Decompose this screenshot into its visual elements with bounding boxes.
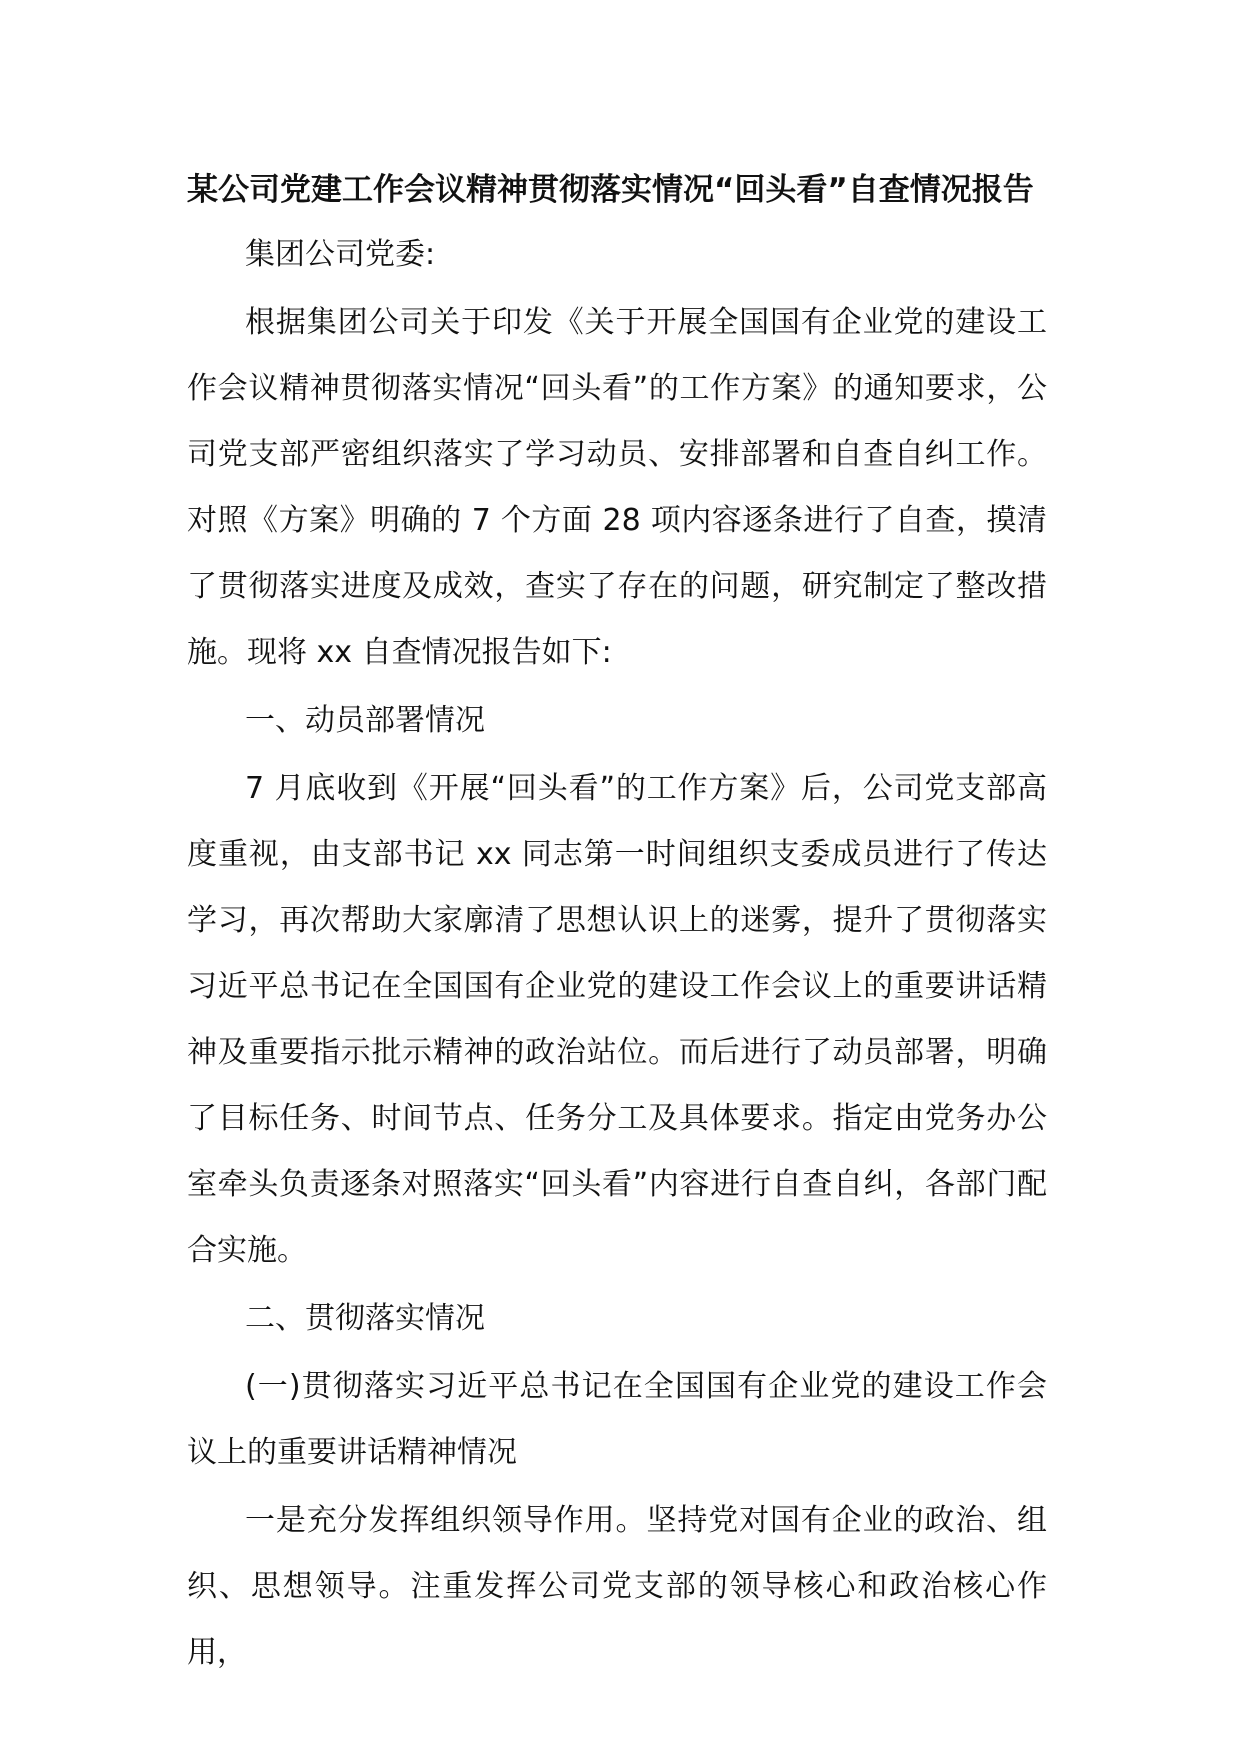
section-heading-2: 二、贯彻落实情况 (245, 1301, 485, 1336)
salutation: 集团公司党委: (245, 237, 436, 272)
subsection-1-paragraph: 一是充分发挥组织领导作用。坚持党对国有企业的政治、组织、思想领导。注重发挥公司党支部的领导核心和政治核心作用， (187, 1503, 1047, 1670)
intro-paragraph: 根据集团公司关于印发《关于开展全国国有企业党的建设工作会议精神贯彻落实情况“回头看”的工作方案》的通知要求，公司党支部严密组织落实了学习动员、安排部署和自查自纠工作。对照《方案》明确的 7 个方面 28 项内容逐条进行了自查，摸清了贯彻落实进度及成效，查实了存在的问题，研究制定了整改措施。现将 xx 自查情况报告如下: (187, 305, 1047, 670)
document-body (187, 222, 1047, 1686)
section-heading-1: 一、动员部署情况 (245, 703, 485, 738)
subsection-heading-1: (一)贯彻落实习近平总书记在全国国有企业党的建设工作会议上的重要讲话精神情况 (187, 1369, 1047, 1470)
document-title: 某公司党建工作会议精神贯彻落实情况“回头看”自查情况报告 (187, 172, 1034, 208)
section-1-paragraph: 7 月底收到《开展“回头看”的工作方案》后，公司党支部高度重视，由支部书记 xx 同志第一时间组织支委成员进行了传达学习，再次帮助大家廓清了思想认识上的迷雾，提升了贯彻落实习近平总书记在全国国有企业党的建设工作会议上的重要讲话精神及重要指示批示精神的政治站位。而后进行了动员部署，明确了目标任务、时间节点、任务分工及具体要求。指定由党务办公室牵头负责逐条对照落实“回头看”内容进行自查自纠，各部门配合实施。 (187, 771, 1047, 1268)
